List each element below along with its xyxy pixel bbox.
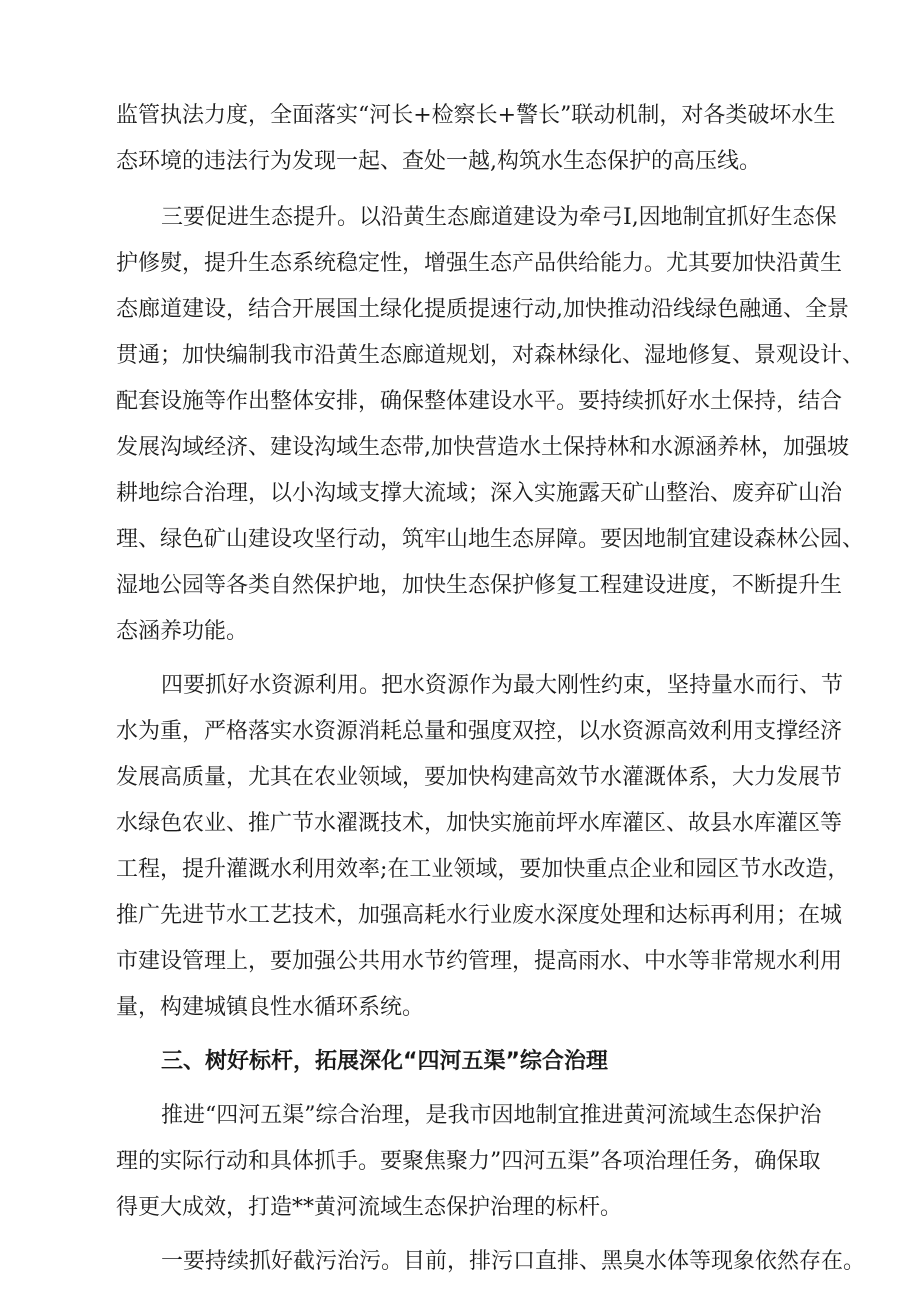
text-line [0, 562, 920, 610]
text-line-content: 配套设施等作出整体安排，确保整体建设水平。要持续抓好水土保持，结合 [116, 389, 843, 414]
text-line [0, 286, 920, 334]
section-heading-text: 三、树好标杆，拓展深化“四河五渠”综合治理 [161, 1049, 608, 1074]
text-line-content: 水为重，严格落实水资源消耗总量和强度双控，以水资源高效利用支撑经济 [116, 719, 843, 744]
text-line [0, 708, 920, 756]
text-line [0, 424, 920, 472]
text-line-content: 态涵养功能。 [116, 619, 249, 644]
text-line-content: 水绿色农业、推广节水濯溉技术，加快实施前坪水库灌区、故县水库灌区等 [116, 811, 843, 836]
text-line-content: 态环境的违法行为发现一起、查处一越,构筑水生态保护的高压线。 [116, 149, 761, 174]
text-line-content: 态廊道建设，结合开展国土绿化提质提速行动,加快推动沿线绿色融通、全景 [116, 297, 849, 322]
text-line [0, 92, 920, 140]
text-line [0, 470, 920, 518]
text-line [0, 1184, 920, 1232]
text-line-content: 湿地公园等各类自然保护地，加快生态保护修复工程建设进度，不断提升生 [116, 573, 843, 598]
text-line [0, 378, 920, 426]
text-line-content: 市建设管理上，要加强公共用水节约管理，提高雨水、中水等非常规水利用 [116, 949, 843, 974]
text-line [0, 516, 920, 564]
text-line-content: 推进“四河五渠”综合治理，是我市因地制宜推进黄河流域生态保护治 [161, 1103, 822, 1128]
text-line [0, 194, 920, 242]
text-line [0, 1138, 920, 1186]
text-line-content: 耕地综合治理，以小沟域支撑大流域；深入实施露天矿山整治、废弃矿山治 [116, 481, 843, 506]
section-heading [0, 1038, 920, 1086]
text-line [0, 240, 920, 288]
text-line [0, 608, 920, 656]
text-line [0, 754, 920, 802]
text-line [0, 662, 920, 710]
text-line-content: 监管执法力度，全面落实“河长+检察长+警长”联动机制，对各类破坏水生 [116, 103, 836, 128]
text-line [0, 1238, 920, 1286]
text-line [0, 138, 920, 186]
text-line [0, 1092, 920, 1140]
text-line [0, 938, 920, 986]
text-line-content: 量，构建城镇良性水循环系统。 [116, 995, 425, 1020]
text-line-content: 理、绿色矿山建设攻坚行动，筑牢山地生态屏障。要因地制宜建设森林公园、 [116, 527, 865, 552]
text-line [0, 800, 920, 848]
text-line [0, 846, 920, 894]
text-line-content: 护修熨，提升生态系统稳定性，增强生态产品供给能力。尤其要加快沿黄生 [116, 251, 843, 276]
text-line-content: 得更大成效，打造**黄河流域生态保护治理的标杆。 [116, 1195, 623, 1220]
text-line [0, 332, 920, 380]
text-line-content: 推广先进节水工艺技术，加强高耗水行业废水深度处理和达标再利用；在城 [116, 903, 843, 928]
text-line-content: 发展沟域经济、建设沟域生态带,加快营造水土保持林和水源涵养林，加强坡 [116, 435, 849, 460]
text-line-content: 三要促进生态提升。以沿黄生态廊道建设为牵弓I,因地制宜抓好生态保 [161, 205, 837, 230]
text-line-content: 工程，提升灌溉水利用效率;在工业领域，要加快重点企业和园区节水改造， [116, 857, 850, 882]
text-line-content: 发展高质量，尤其在农业领域，要加快构建高效节水灌溉体系，大力发展节 [116, 765, 843, 790]
text-line-content: 贯通；加快编制我市沿黄生态廊道规划，对森林绿化、湿地修复、景观设计、 [116, 343, 865, 368]
text-line-content: 四要抓好水资源利用。把水资源作为最大刚性约束，坚持量水而行、节 [161, 673, 844, 698]
text-line [0, 984, 920, 1032]
text-line [0, 892, 920, 940]
text-line-content: 一要持续抓好截污治污。目前，排污口直排、黑臭水体等现象依然存在。 [161, 1249, 866, 1274]
text-line-content: 理的实际行动和具体抓手。要聚焦聚力”四河五渠”各项治理任务，确保取 [116, 1149, 821, 1174]
